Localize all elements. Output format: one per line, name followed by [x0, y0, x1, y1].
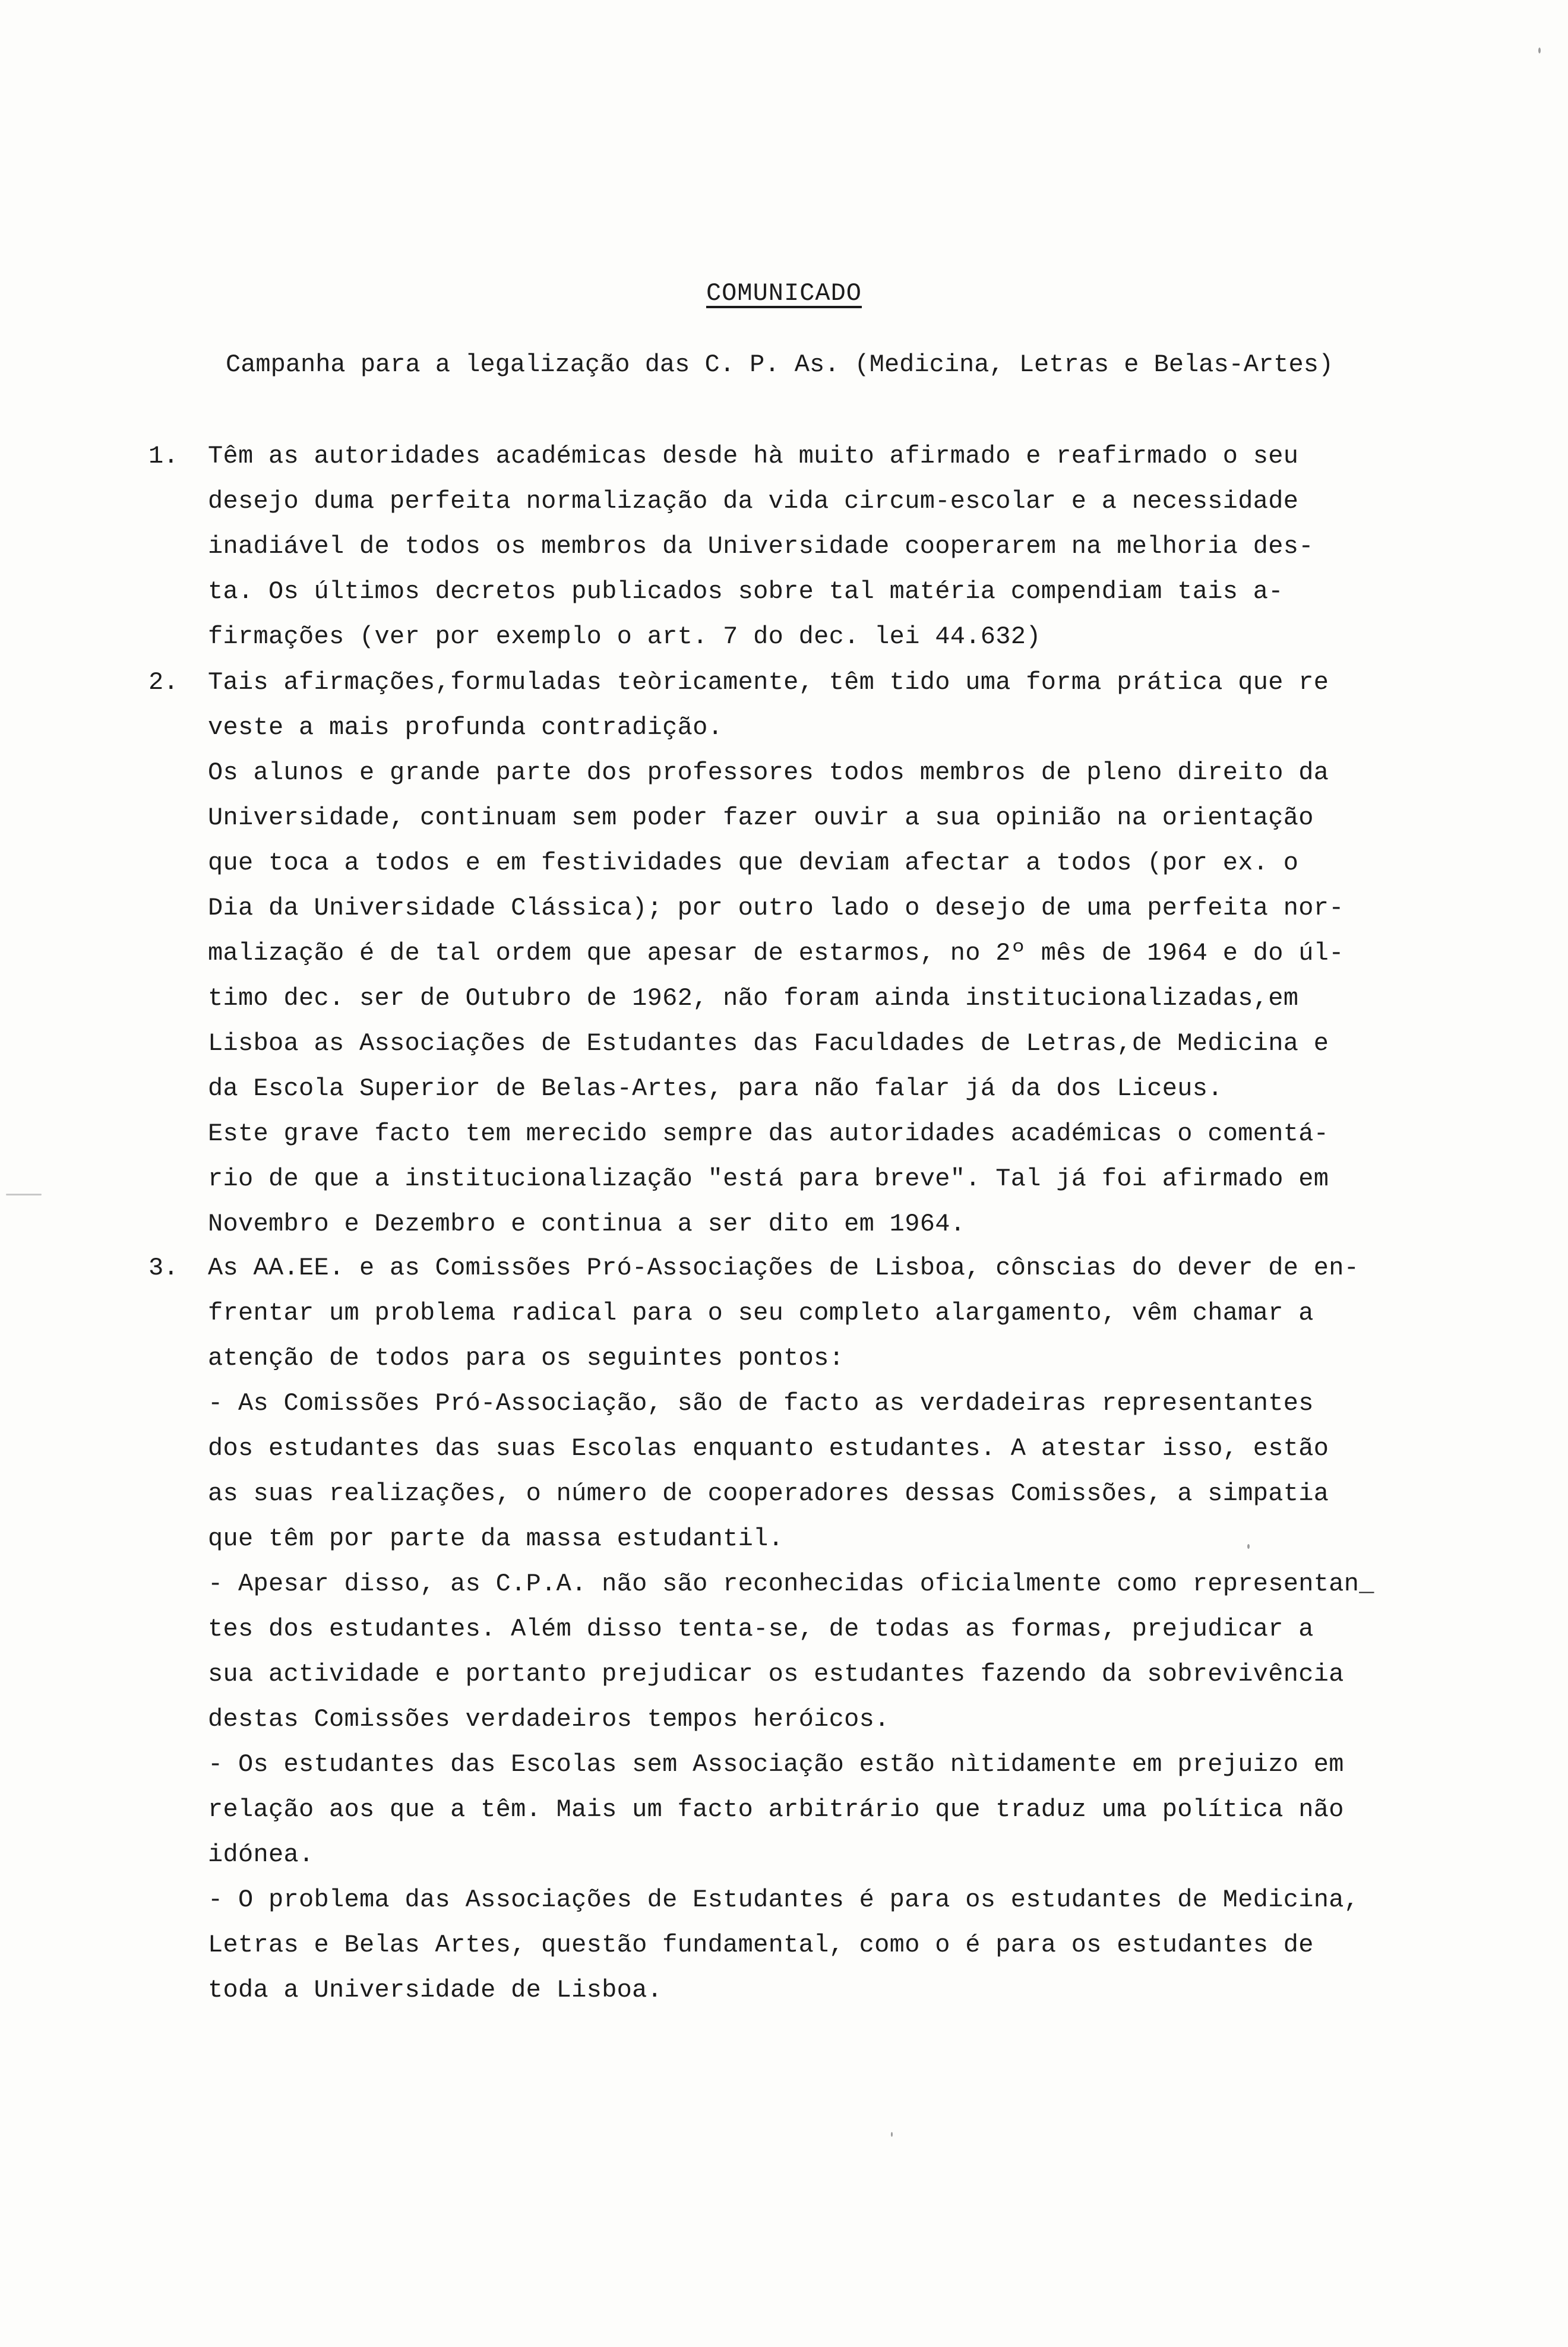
text-line: - Apesar disso, as C.P.A. não são reconhecidas oficialmente como representan_: [208, 1570, 1374, 1598]
text-line: Tais afirmações,formuladas teòricamente, têm tido uma forma prática que re: [208, 668, 1329, 697]
text-line: - Os estudantes das Escolas sem Associação estão nìtidamente em prejuizo em: [208, 1750, 1344, 1779]
text-line: Têm as autoridades académicas desde hà muito afirmado e reafirmado o seu: [208, 442, 1299, 470]
document-subtitle: Campanha para a legalização das C. P. As. (Medicina, Letras e Belas-Artes): [226, 350, 1334, 379]
text-line: que toca a todos e em festividades que deviam afectar a todos (por ex. o: [208, 849, 1299, 877]
text-line: rio de que a institucionalização "está para breve". Tal já foi afirmado em: [208, 1165, 1329, 1193]
section-number: 2.: [148, 668, 179, 697]
scan-speck: [891, 2132, 893, 2137]
text-line: inadiável de todos os membros da Universidade cooperarem na melhoria des-: [208, 532, 1314, 561]
section-text: [208, 434, 1425, 659]
text-line: tes dos estudantes. Além disso tenta-se, de todas as formas, prejudicar a: [208, 1615, 1314, 1643]
title-text: COMUNICADO: [706, 279, 862, 308]
section-number: 1.: [148, 442, 179, 470]
text-line: veste a mais profunda contradição.: [208, 713, 723, 742]
text-line: Universidade, continuam sem poder fazer ouvir a sua opinião na orientação: [208, 804, 1314, 832]
section-number: 3.: [148, 1254, 179, 1282]
document-title: [0, 279, 1568, 308]
text-line: firmações (ver por exemplo o art. 7 do dec. lei 44.632): [208, 622, 1041, 651]
text-line: - O problema das Associações de Estudantes é para os estudantes de Medicina,: [208, 1886, 1360, 1914]
scan-speck: [1247, 1544, 1250, 1549]
text-line: toda a Universidade de Lisboa.: [208, 1976, 663, 2004]
text-line: Letras e Belas Artes, questão fundamental, como o é para os estudantes de: [208, 1931, 1314, 1959]
text-line: timo dec. ser de Outubro de 1962, não foram ainda institucionalizadas,em: [208, 984, 1299, 1013]
text-line: Lisboa as Associações de Estudantes das Faculdades de Letras,de Medicina e: [208, 1029, 1329, 1058]
section-text: [208, 660, 1425, 1247]
text-line: desejo duma perfeita normalização da vida circum-escolar e a necessidade: [208, 487, 1299, 515]
text-line: atenção de todos para os seguintes pontos:: [208, 1344, 845, 1372]
text-line: Dia da Universidade Clássica); por outro lado o desejo de uma perfeita nor-: [208, 894, 1344, 922]
text-line: da Escola Superior de Belas-Artes, para não falar já da dos Liceus.: [208, 1074, 1223, 1103]
text-line: Este grave facto tem merecido sempre das autoridades académicas o comentá-: [208, 1119, 1329, 1148]
section-text: [208, 1245, 1425, 2013]
text-line: destas Comissões verdadeiros tempos heróicos.: [208, 1705, 890, 1734]
scan-speck: [1538, 48, 1541, 53]
text-line: que têm por parte da massa estudantil.: [208, 1524, 784, 1553]
text-line: idónea.: [208, 1840, 314, 1869]
scan-speck: [6, 1194, 42, 1195]
text-line: ta. Os últimos decretos publicados sobre tal matéria compendiam tais a-: [208, 577, 1284, 606]
text-line: frentar um problema radical para o seu completo alargamento, vêm chamar a: [208, 1299, 1314, 1327]
text-line: malização é de tal ordem que apesar de estarmos, no 2º mês de 1964 e do úl-: [208, 939, 1344, 967]
text-line: Novembro e Dezembro e continua a ser dito em 1964.: [208, 1210, 966, 1238]
text-line: Os alunos e grande parte dos professores todos membros de pleno direito da: [208, 758, 1329, 787]
text-line: relação aos que a têm. Mais um facto arbitrário que traduz uma política não: [208, 1795, 1344, 1824]
text-line: - As Comissões Pró-Associação, são de facto as verdadeiras representantes: [208, 1389, 1314, 1418]
text-line: sua actividade e portanto prejudicar os estudantes fazendo da sobrevivência: [208, 1660, 1344, 1688]
text-line: dos estudantes das suas Escolas enquanto estudantes. A atestar isso, estão: [208, 1434, 1329, 1463]
text-line: As AA.EE. e as Comissões Pró-Associações de Lisboa, cônscias do dever de en-: [208, 1254, 1360, 1282]
text-line: as suas realizações, o número de cooperadores dessas Comissões, a simpatia: [208, 1479, 1329, 1508]
